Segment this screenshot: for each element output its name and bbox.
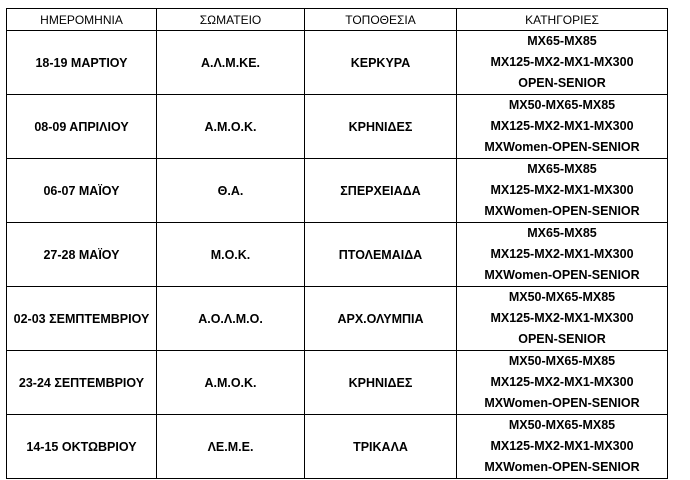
table-row xyxy=(7,31,668,95)
header-club: ΣΩΜΑΤΕΙΟ xyxy=(157,9,305,31)
header-date: ΗΜΕΡΟΜΗΝΙΑ xyxy=(7,9,157,31)
date-cell xyxy=(7,287,157,351)
club-cell: Α.Μ.Ο.Κ. xyxy=(157,351,305,415)
header-location: ΤΟΠΟΘΕΣΙΑ xyxy=(305,9,457,31)
location-cell: ΚΕΡΚΥΡΑ xyxy=(305,31,457,95)
date-cell xyxy=(7,351,157,415)
header-categories: ΚΑΤΗΓΟΡΙΕΣ xyxy=(457,9,668,31)
table-row xyxy=(7,95,668,159)
date-text: 18-19 ΜΑΡΤΙΟΥ xyxy=(35,55,128,70)
club-cell: Α.Λ.Μ.ΚΕ. xyxy=(157,31,305,95)
categories-cell xyxy=(457,287,668,351)
categories-cell xyxy=(457,223,668,287)
date-cell xyxy=(7,95,157,159)
table-header-row xyxy=(7,9,668,31)
category-line: MX50-MX65-MX85 xyxy=(508,98,616,112)
category-line: MX65-MX85 xyxy=(527,162,597,176)
category-line: MX125-MX2-MX1-MX300 xyxy=(490,183,634,197)
location-cell: ΑΡΧ.ΟΛΥΜΠΙΑ xyxy=(305,287,457,351)
category-line: MX65-MX85 xyxy=(527,34,597,48)
category-line: MXWomen-OPEN-SENIOR xyxy=(484,396,640,410)
categories-cell xyxy=(457,31,668,95)
category-line: OPEN-SENIOR xyxy=(518,76,606,90)
category-line: MX50-MX65-MX85 xyxy=(508,290,616,304)
location-cell: ΠΤΟΛΕΜΑΙΔΑ xyxy=(305,223,457,287)
category-line: MX50-MX65-MX85 xyxy=(508,354,616,368)
category-line: MXWomen-OPEN-SENIOR xyxy=(484,268,640,282)
category-line: MXWomen-OPEN-SENIOR xyxy=(484,460,640,474)
date-text: 23-24 ΣΕΠΤΕΜΒΡΙΟΥ xyxy=(18,375,145,390)
date-cell xyxy=(7,159,157,223)
date-text: 14-15 ΟΚΤΩΒΡΙΟΥ xyxy=(26,439,137,454)
category-line: OPEN-SENIOR xyxy=(518,332,606,346)
date-text: 06-07 ΜΑΪΟΥ xyxy=(43,183,120,198)
category-line: MX65-MX85 xyxy=(527,226,597,240)
category-line: MXWomen-OPEN-SENIOR xyxy=(484,140,640,154)
club-cell: Μ.Ο.Κ. xyxy=(157,223,305,287)
date-cell xyxy=(7,223,157,287)
date-text: 08-09 ΑΠΡΙΛΙΟΥ xyxy=(34,119,129,134)
category-line: MXWomen-OPEN-SENIOR xyxy=(484,204,640,218)
table-row xyxy=(7,287,668,351)
table-row xyxy=(7,159,668,223)
table-row xyxy=(7,351,668,415)
location-cell: ΚΡΗΝΙΔΕΣ xyxy=(305,95,457,159)
location-cell: ΚΡΗΝΙΔΕΣ xyxy=(305,351,457,415)
club-cell: Α.Μ.Ο.Κ. xyxy=(157,95,305,159)
categories-cell xyxy=(457,351,668,415)
race-schedule-table xyxy=(6,8,668,479)
date-text: 02-03 ΣΕΜΠΤΕΜΒΡΙΟΥ xyxy=(13,311,150,326)
location-cell: ΤΡΙΚΑΛΑ xyxy=(305,415,457,479)
category-line: MX125-MX2-MX1-MX300 xyxy=(490,375,634,389)
date-text: 27-28 ΜΑΪΟΥ xyxy=(43,247,120,262)
category-line: MX125-MX2-MX1-MX300 xyxy=(490,247,634,261)
categories-cell xyxy=(457,95,668,159)
club-cell: Α.Ο.Λ.Μ.Ο. xyxy=(157,287,305,351)
date-cell xyxy=(7,31,157,95)
category-line: MX125-MX2-MX1-MX300 xyxy=(490,311,634,325)
categories-cell xyxy=(457,415,668,479)
club-cell: Θ.Α. xyxy=(157,159,305,223)
categories-cell xyxy=(457,159,668,223)
category-line: MX125-MX2-MX1-MX300 xyxy=(490,55,634,69)
table-row xyxy=(7,223,668,287)
category-line: MX125-MX2-MX1-MX300 xyxy=(490,119,634,133)
location-cell: ΣΠΕΡΧΕΙΑΔΑ xyxy=(305,159,457,223)
table-row xyxy=(7,415,668,479)
club-cell: ΛΕ.Μ.Ε. xyxy=(157,415,305,479)
date-cell xyxy=(7,415,157,479)
category-line: MX125-MX2-MX1-MX300 xyxy=(490,439,634,453)
category-line: MX50-MX65-MX85 xyxy=(508,418,616,432)
